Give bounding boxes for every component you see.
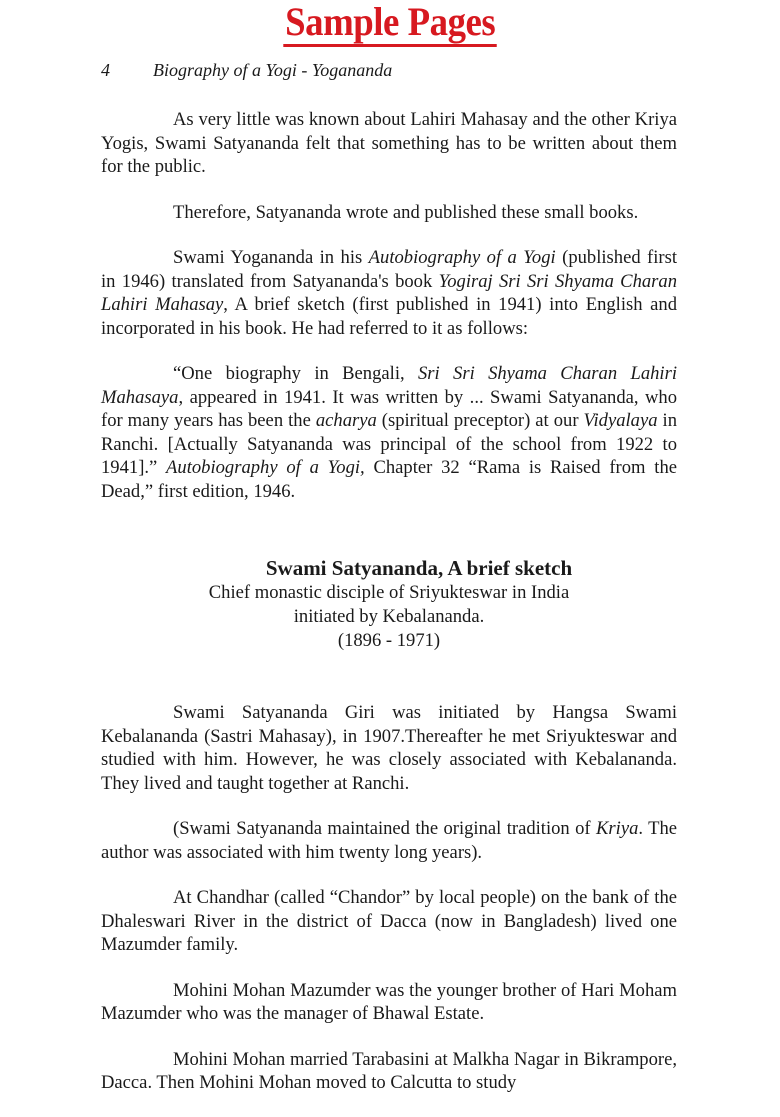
text: (spiritual preceptor) at our	[376, 410, 584, 431]
text: Therefore, Satyananda wrote and published these small books.	[173, 201, 639, 223]
text: (Swami Satyananda maintained the original tradition of	[173, 818, 597, 839]
text: “One biography in Bengali,	[173, 363, 418, 384]
section-dates: (1896 - 1971)	[337, 630, 441, 651]
text: Swami Satyananda Giri was initiated by Hangsa Swami Kebalananda (Sastri Mahasay), in 1907.Thereafter he met Sriyukteswar and studied with him. However, he was closely associated with Kebalananda. They lived and taught together at Ranchi.	[101, 702, 677, 794]
italic-text: Vidyalaya	[583, 410, 658, 431]
text: Mohini Mohan Mazumder was the younger brother of Hari Moham Mazumder who was the manager of Bhawal Estate.	[101, 979, 677, 1024]
paragraph	[101, 362, 677, 503]
top-paragraphs	[101, 108, 677, 503]
italic-text: Yogiraj Sri Sri Shyama Charan Lahiri Mahasay	[101, 270, 678, 315]
paragraph	[101, 246, 677, 340]
bottom-paragraphs	[101, 701, 677, 1095]
running-head	[101, 58, 392, 82]
text: Swami Yogananda in his	[173, 247, 369, 268]
page-number: 4	[101, 60, 110, 80]
section-title: Swami Satyananda, A brief sketch	[265, 556, 573, 580]
paragraph	[101, 886, 677, 957]
sample-pages-banner	[0, 0, 780, 47]
page-body	[101, 108, 677, 1117]
section-subtitle-line: initiated by Kebalananda.	[293, 606, 485, 627]
paragraph	[101, 701, 677, 795]
running-head-title: Biography of a Yogi - Yogananda	[153, 60, 393, 80]
paragraph	[101, 201, 677, 225]
paragraph	[101, 1048, 677, 1095]
text: Mohini Mohan married Tarabasini at Malkha Nagar in Bikrampore, Dacca. Then Mohini Mohan moved to Calcutta to study	[101, 1048, 677, 1093]
italic-text: Sri Sri Shyama Charan Lahiri Mahasaya	[101, 363, 677, 408]
text: , A brief sketch (first published in 1941) into English and incorporated in his book. He had referred to it as follows:	[101, 294, 677, 339]
paragraph	[101, 817, 677, 864]
paragraph	[101, 979, 677, 1026]
italic-text: Autobiography of a Yogi	[368, 247, 556, 268]
section-heading-block	[101, 555, 677, 653]
italic-text: Autobiography of a Yogi,	[166, 457, 365, 478]
text: (published first in 1946) translated from Satyananda's book	[101, 247, 678, 292]
text: in Ranchi. [Actually Satyananda was principal of the school from 1922 to 1941].”	[101, 410, 677, 478]
banner-title: Sample Pages	[283, 0, 497, 47]
paragraph	[101, 108, 677, 179]
italic-text: Kriya	[596, 818, 639, 839]
text: As very little was known about Lahiri Mahasay and the other Kriya Yogis, Swami Satyananda felt that something has to be written about them for the public.	[101, 109, 677, 177]
italic-text: acharya	[315, 410, 377, 431]
text: , appeared in 1941. It was written by ... Swami Satyananda, who for many years has been the	[101, 386, 677, 431]
text: At Chandhar (called “Chandor” by local people) on the bank of the Dhaleswari River in the district of Dacca (now in Bangladesh) lived one Mazumder family.	[101, 887, 677, 955]
section-subtitle-line: Chief monastic disciple of Sriyukteswar in India	[208, 582, 570, 603]
text: Chapter 32 “Rama is Raised from the Dead,” first edition, 1946.	[101, 457, 677, 502]
text: . The author was associated with him twenty long years).	[101, 818, 677, 863]
